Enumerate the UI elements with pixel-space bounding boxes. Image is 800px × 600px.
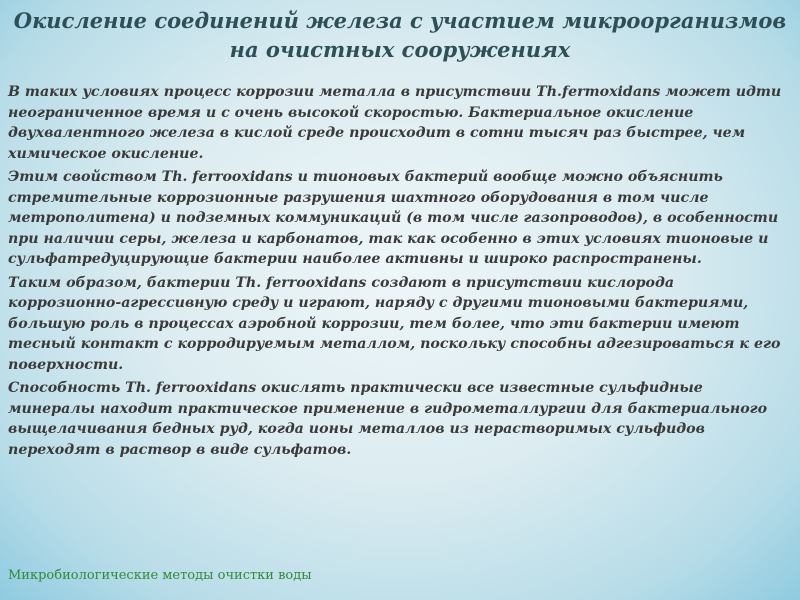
- slide-footer: Микробиологические методы очистки воды: [8, 568, 312, 583]
- slide-title: [0, 6, 800, 64]
- slide-title-line-1: Окисление соединений железа с участием микроорганизмов: [13, 8, 787, 33]
- paragraph-aerobic-corrosion: Таким образом, бактерии Th. ferrooxidans создают в присутствии кислорода коррозионно-агрессивную среду и играют, наряду с другими тионовыми бактериями, большую роль в процессах аэробной коррозии, тем более, что эти бактерии имеют тесный контакт с корродируемым металлом, поскольку способны адгезироваться к его поверхности.: [8, 274, 781, 373]
- paragraph-mine-equipment: Этим свойством Th. ferrooxidans и тионовых бактерий вообще можно объяснить стремительные коррозионные разрушения шахтного оборудования в том числе метрополитена) и подземных коммуникаций (в том числе газопроводов), в особенности при наличии серы, железа и карбонатов, так как особенно в этих условиях тионовые и сульфатредуцирующие бактерии наиболее активны и широко распространены.: [8, 169, 779, 267]
- slide-body: [8, 82, 792, 463]
- slide-title-line-2: на очистных сооружениях: [229, 37, 571, 62]
- paragraph-hydrometallurgy: Способность Th. ferrooxidans окислять практически все известные сульфидные минералы находит практическое применение в гидрометаллургии для бактериального выщелачивания бедных руд, когда ионы металлов из нерастворимых сульфидов переходят в раствор в виде сульфатов.: [8, 380, 768, 458]
- paragraph-corrosion-rate: В таких условиях процесс коррозии металла в присутствии Th.fermoxidans может идти неограниченное время и с очень высокой скоростью. Бактериальное окисление двухвалентного железа в кислой среде происходит в сотни тысяч раз быстрее, чем химическое окисление.: [8, 84, 782, 162]
